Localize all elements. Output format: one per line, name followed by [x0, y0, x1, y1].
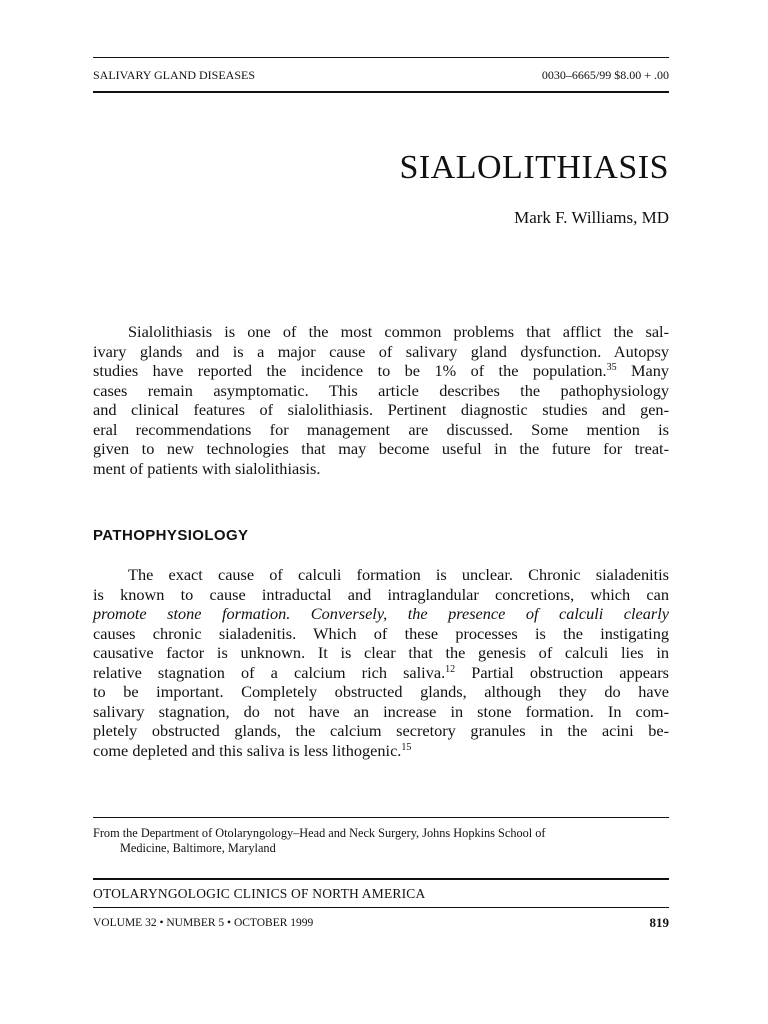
affiliation-line: Medicine, Baltimore, Maryland	[120, 841, 276, 855]
body-line: promote stone formation. Conversely, the presence of calculi clearly	[93, 604, 669, 623]
citation-superscript: 12	[445, 663, 456, 675]
intro-line: ivary glands and is a major cause of salivary gland dysfunction. Autopsy	[93, 341, 669, 361]
article-title: SIALOLITHIASIS	[399, 149, 669, 186]
article-author: Mark F. Williams, MD	[514, 208, 669, 227]
body-line: pletely obstructed glands, the calcium secretory granules in the acini be-	[93, 721, 669, 740]
top-rule-upper	[93, 57, 669, 58]
footnote-rule	[93, 817, 669, 818]
intro-line: cases remain asymptomatic. This article describes the pathophysiology	[93, 380, 669, 400]
intro-line: eral recommendations for management are discussed. Some mention is	[93, 419, 669, 439]
body-line-text: Partial obstruction appears	[455, 662, 669, 682]
citation-superscript: 35	[606, 362, 617, 373]
intro-line-text: Many	[616, 361, 669, 380]
body-line: causes chronic sialadenitis. Which of these processes is the instigating	[93, 623, 669, 643]
intro-line: and clinical features of sialolithiasis. Pertinent diagnostic studies and gen-	[93, 400, 669, 419]
affiliation-line: From the Department of Otolaryngology–Head and Neck Surgery, Johns Hopkins School of	[93, 826, 546, 840]
running-head-price-code: 0030–6665/99 $8.00 + .00	[541, 68, 669, 82]
body-line: to be important. Completely obstructed glands, although they do have	[93, 682, 669, 701]
intro-line: Sialolithiasis is one of the most common problems that afflict the sal-	[128, 322, 669, 341]
running-head-section: SALIVARY GLAND DISEASES	[93, 68, 256, 82]
body-line: causative factor is unknown. It is clear that the genesis of calculi lies in	[93, 643, 669, 662]
page-number: 819	[649, 915, 669, 930]
body-line: is known to cause intraductal and intraglandular concretions, which can	[93, 584, 669, 604]
citation-superscript: 15	[401, 741, 412, 753]
body-line-text: come depleted and this saliva is less lithogenic.	[93, 740, 402, 760]
body-line: salivary stagnation, do not have an increase in stone formation. In com-	[93, 701, 669, 721]
intro-line	[93, 361, 669, 381]
pathophysiology-paragraph	[93, 565, 669, 760]
journal-rule-lower	[93, 907, 669, 908]
volume-info: VOLUME 32 • NUMBER 5 • OCTOBER 1999	[93, 917, 314, 929]
section-heading: PATHOPHYSIOLOGY	[93, 527, 249, 544]
intro-line-text: studies have reported the incidence to be 1% of the population.	[93, 361, 607, 380]
body-line: The exact cause of calculi formation is unclear. Chronic sialadenitis	[128, 565, 669, 584]
body-line	[93, 741, 669, 761]
top-rule-lower	[93, 91, 669, 93]
intro-line: ment of patients with sialolithiasis.	[93, 458, 321, 478]
journal-name: OTOLARYNGOLOGIC CLINICS OF NORTH AMERICA	[93, 886, 426, 901]
volume-line	[93, 915, 669, 931]
affiliation-footnote	[93, 826, 669, 856]
intro-paragraph	[93, 322, 669, 478]
intro-line: given to new technologies that may become useful in the future for treat-	[93, 439, 669, 458]
running-head	[93, 67, 669, 83]
journal-rule-upper	[93, 878, 669, 880]
body-line	[93, 663, 669, 683]
body-line-text: relative stagnation of a calcium rich saliva.	[93, 662, 446, 682]
